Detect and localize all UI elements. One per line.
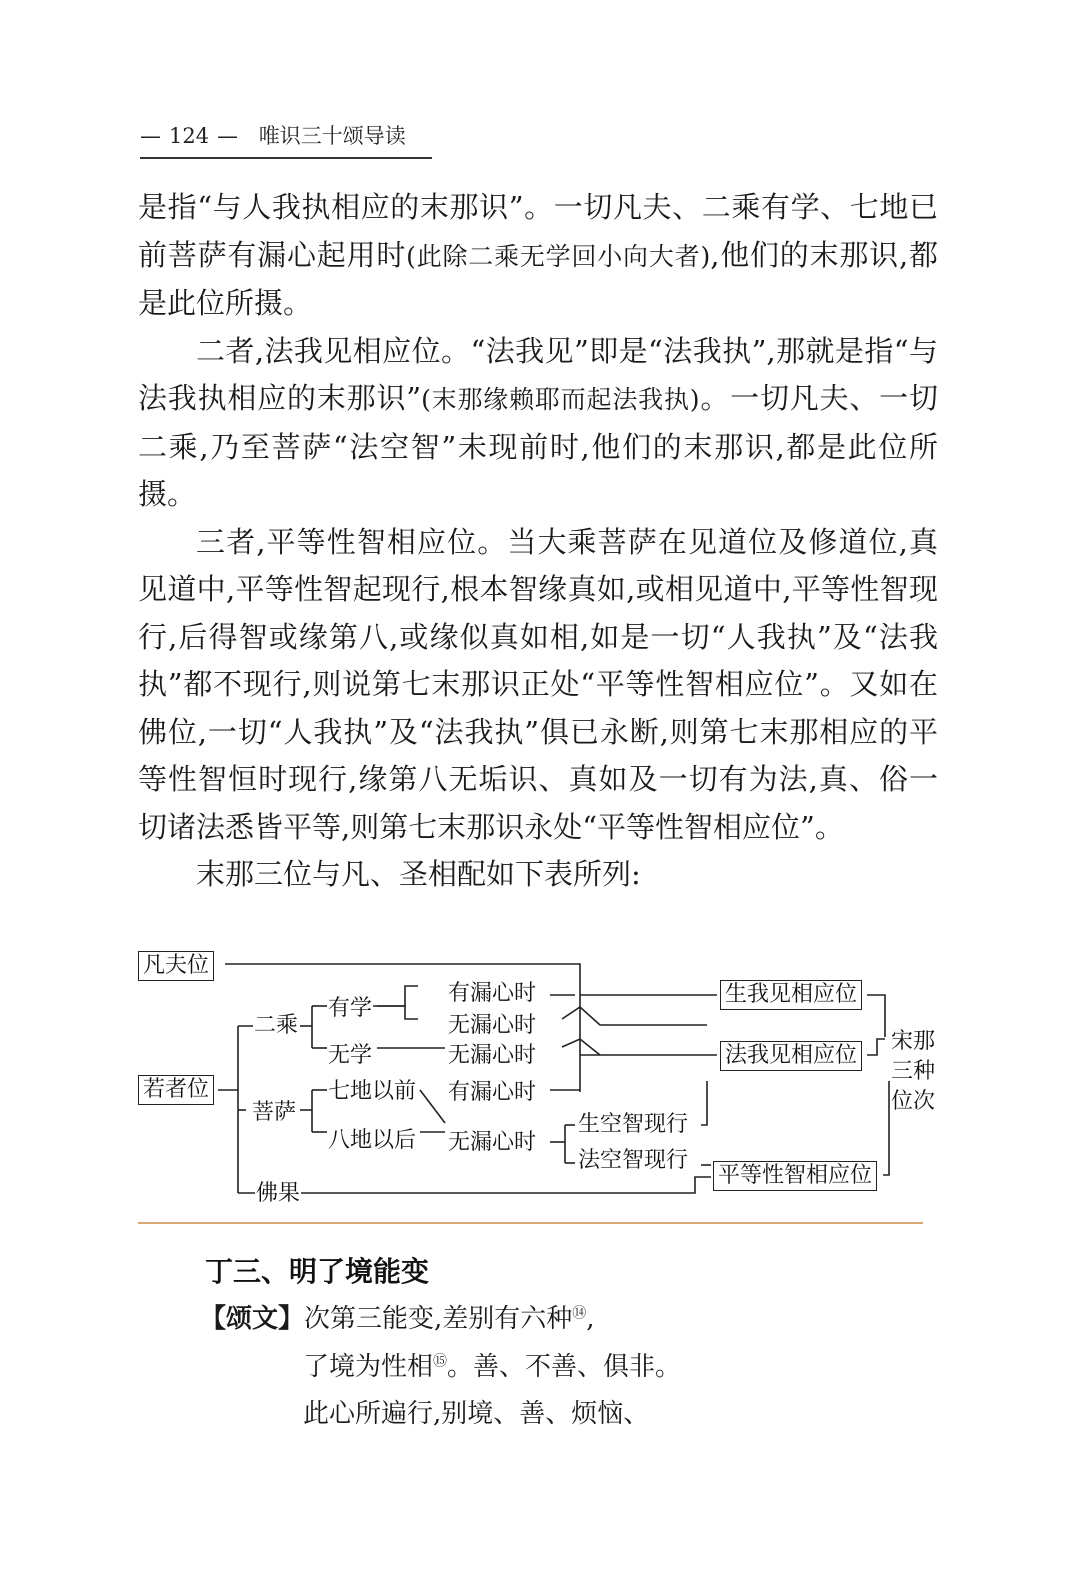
- paragraph-1: [138, 184, 938, 328]
- section-divider: [138, 1222, 923, 1224]
- wulou-label-2: 无漏心时: [448, 1043, 537, 1068]
- pusa-label: 菩萨: [252, 1100, 297, 1125]
- fajian-position-box: 法我见相应位: [720, 1041, 862, 1071]
- summary-line-3: 位次: [891, 1089, 936, 1114]
- ercheng-label: 二乘: [254, 1013, 299, 1038]
- verse-line-1: [200, 1298, 595, 1335]
- verse-line-2-text: 了境为性相: [303, 1352, 434, 1382]
- fakong-label: 法空智现行: [578, 1148, 689, 1173]
- paragraph-2: [138, 328, 938, 519]
- running-header: [140, 120, 432, 159]
- header-dash-right: —: [217, 124, 239, 148]
- youxue-label: 有学: [328, 996, 373, 1021]
- verse-line-2: [303, 1346, 681, 1383]
- page-number: 124: [169, 124, 210, 148]
- verse-line-3: 此心所遍行,别境、善、烦恼、: [303, 1399, 650, 1429]
- footnote-14[interactable]: ⑭: [572, 1305, 587, 1322]
- paragraph-4: 末那三位与凡、圣相配如下表所列:: [196, 857, 641, 891]
- wulou-label-3: 无漏心时: [448, 1130, 537, 1155]
- badi-label: 八地以后: [328, 1128, 417, 1153]
- book-title: 唯识三十颂导读: [258, 124, 406, 148]
- paragraph-2-text: 二者,法我见相应位。“法我见”即是“法我执”,那就是指“与法我执相应的末那识”: [138, 333, 938, 415]
- summary-line-1: 宋那: [891, 1029, 936, 1054]
- paragraph-1-tail: ,他们的末那识,都是此位所摄。: [138, 237, 938, 320]
- footnote-15[interactable]: ⑮: [433, 1353, 448, 1370]
- fanfu-position-box: 凡夫位: [138, 951, 214, 981]
- fuguo-label: 佛果: [256, 1181, 301, 1206]
- section-title: 丁三、明了境能变: [205, 1255, 430, 1288]
- paragraph-2-tail: 。一切凡夫、一切二乘,乃至菩萨“法空智”未现前时,他们的末那识,都是此位所摄。: [138, 381, 938, 511]
- body-text: [138, 184, 938, 899]
- paragraph-1-note: (此除二乘无学回小向大者): [406, 241, 711, 271]
- shengzhe-position-box: 若者位: [138, 1075, 214, 1105]
- verse-line-2-end: 。善、不善、俱非。: [447, 1352, 682, 1382]
- shengkong-label: 生空智现行: [578, 1112, 689, 1137]
- paragraph-2-note: (末那缘赖耶而起法我执): [421, 385, 700, 414]
- qidi-label: 七地以前: [328, 1079, 417, 1104]
- summary-label: [890, 1027, 936, 1117]
- header-dash-left: —: [140, 124, 161, 148]
- youlou-label-2: 有漏心时: [448, 1080, 537, 1105]
- paragraph-3: 三者,平等性智相应位。当大乘菩萨在见道位及修道位,真见道中,平等性智起现行,根本智缘真如,或相见道中,平等性智现行,后得智或缘第八,或缘似真如相,如是一切“人我执”及“法我执”都不现行,则说第七末那识正处“平等性智相应位”。又如在佛位,一切“人我执”及“法我执”俱已永断,则第七末那相应的平等性智恒时现行,缘第八无垢识、真如及一切有为法,真、俗一切诸法悉皆平等,则第七末那识永处“平等性智相应位”。: [138, 524, 938, 844]
- summary-line-2: 三种: [891, 1059, 936, 1084]
- paragraph-1-text: 是指“与人我执相应的末那识”。一切凡夫、二乘有学、七地已前菩萨有漏心起用时: [138, 190, 938, 272]
- wojian-position-box: 生我见相应位: [720, 980, 862, 1010]
- youlou-label-1: 有漏心时: [448, 981, 537, 1006]
- verse-label: 【颂文】: [200, 1304, 305, 1334]
- verse-line-1-text: 次第三能变,差别有六种: [304, 1304, 573, 1334]
- wuxue-label: 无学: [328, 1043, 373, 1068]
- wulou-label-1: 无漏心时: [448, 1013, 537, 1038]
- pingdeng-position-box: 平等性智相应位: [713, 1161, 877, 1191]
- verse-line-1-end: ,: [586, 1304, 595, 1334]
- mana-positions-diagram: [135, 945, 945, 1215]
